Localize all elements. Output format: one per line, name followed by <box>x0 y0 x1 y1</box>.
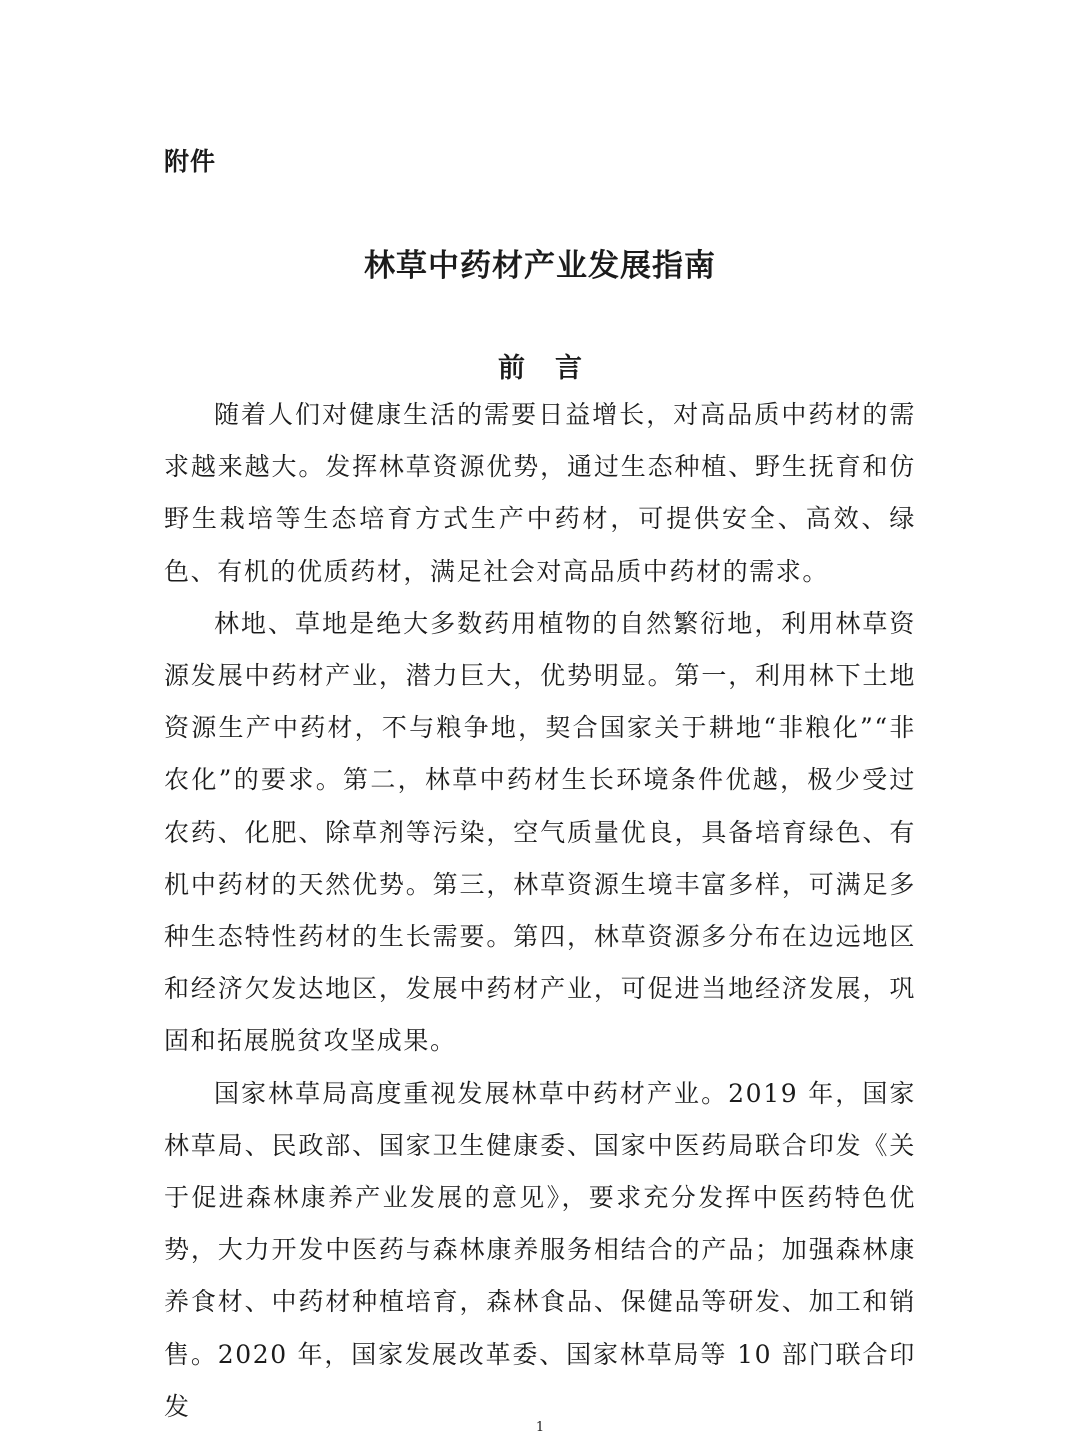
paragraph-2: 林地、草地是绝大多数药用植物的自然繁衍地，利用林草资源发展中药材产业，潜力巨大，优势明显。第一，利用林下土地资源生产中药材，不与粮争地，契合国家关于耕地“非粮化”“非农化”的要求。第二，林草中药材生长环境条件优越，极少受过农药、化肥、除草剂等污染，空气质量优良，具备培育绿色、有机中药材的天然优势。第三，林草资源生境丰富多样，可满足多种生态特性药材的生长需要。第四，林草资源多分布在边远地区和经济欠发达地区，发展中药材产业，可促进当地经济发展，巩固和拓展脱贫攻坚成果。 <box>164 608 916 1056</box>
body-text <box>164 389 916 1433</box>
paragraph-1: 随着人们对健康生活的需要日益增长，对高品质中药材的需求越来越大。发挥林草资源优势，通过生态种植、野生抚育和仿野生栽培等生态培育方式生产中药材，可提供安全、高效、绿色、有机的优质药材，满足社会对高品质中药材的需求。 <box>164 400 916 586</box>
paragraph-3: 国家林草局高度重视发展林草中药材产业。2019 年，国家林草局、民政部、国家卫生健康委、国家中医药局联合印发《关于促进森林康养产业发展的意见》，要求充分发挥中医药特色优势，大力开发中医药与森林康养服务相结合的产品；加强森林康养食材、中药材种植培育，森林食品、保健品等研发、加工和销售。2020 年，国家发展改革委、国家林草局等 10 部门联合印发 <box>164 1078 916 1421</box>
document-title: 林草中药材产业发展指南 <box>364 248 716 284</box>
section-title-preface: 前言 <box>498 353 612 384</box>
attachment-label: 附件 <box>164 147 217 176</box>
page-number: 1 <box>535 1420 545 1435</box>
